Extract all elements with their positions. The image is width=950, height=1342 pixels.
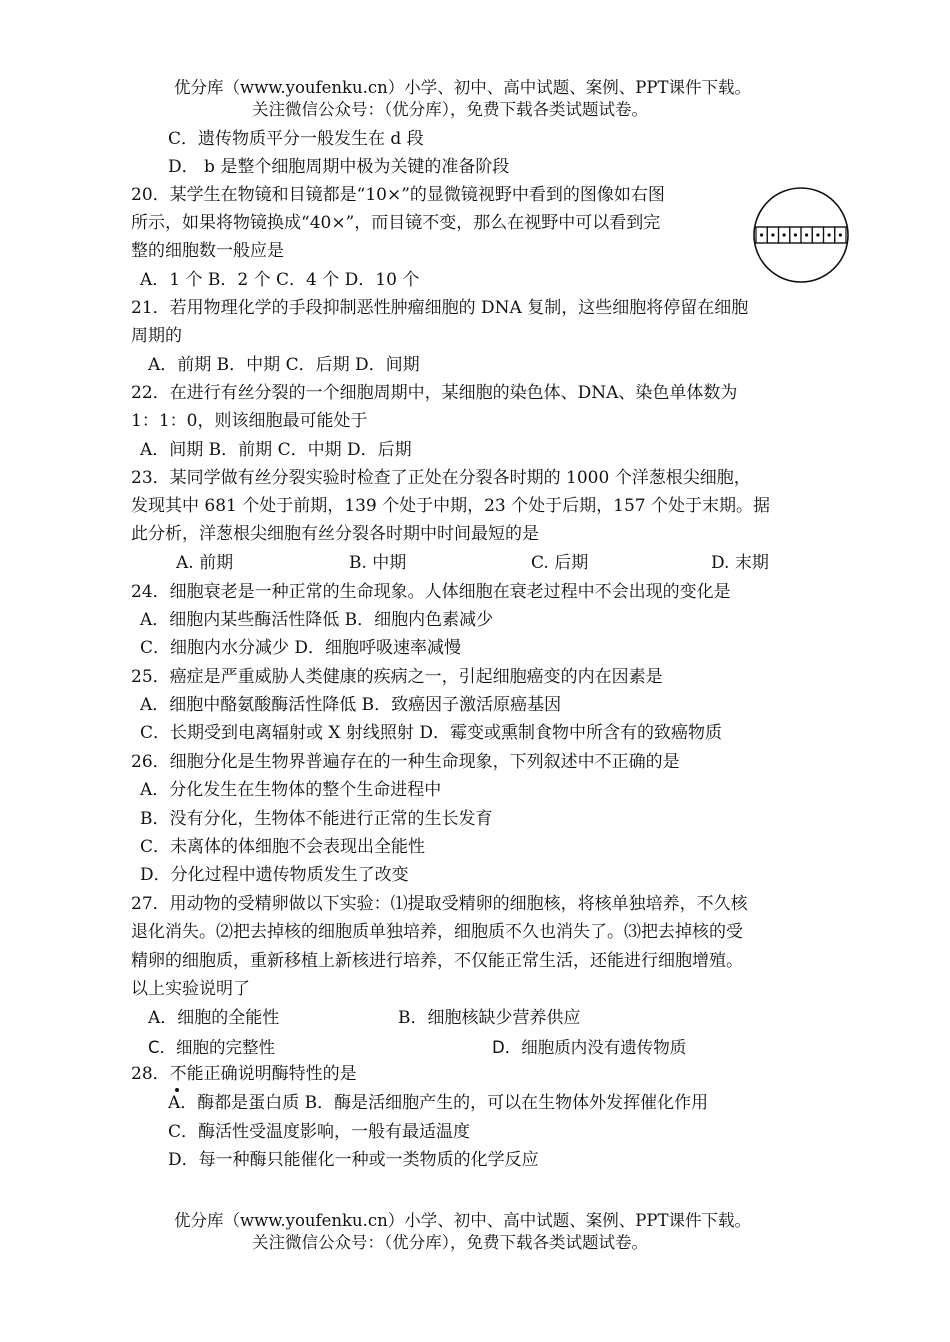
q26-option-a: A．分化发生在生物体的整个生命进程中 xyxy=(140,780,442,800)
q21-stem-line-1: 21．若用物理化学的手段抑制恶性肿瘤细胞的 DNA 复制，这些细胞将停留在细胞 xyxy=(131,298,749,318)
q24-options-cd: C．细胞内水分减少 D．细胞呼吸速率减慢 xyxy=(140,638,462,658)
header-line-1: 优分库（www.youfenku.cn）小学、初中、高中试题、案例、PPT课件下载。 xyxy=(174,78,751,97)
q27-stem-line-3: 精卵的细胞质，重新移植上新核进行培养，不仅能正常生活，还能进行细胞增殖。 xyxy=(131,951,743,971)
q22-options: A．间期 B．前期 C．中期 D．后期 xyxy=(140,440,412,460)
q23-option-a: A. 前期 xyxy=(176,553,234,573)
q21-stem-line-2: 周期的 xyxy=(131,326,182,346)
q23-stem-line-1: 23．某同学做有丝分裂实验时检查了正处在分裂各时期的 1000 个洋葱根尖细胞， xyxy=(131,468,751,488)
q26-stem: 26．细胞分化是生物界普遍存在的一种生命现象，下列叙述中不正确的是 xyxy=(131,752,680,772)
q25-options-ab: A．细胞中酪氨酸酶活性降低 B．致癌因子激活原癌基因 xyxy=(140,695,562,715)
q27-option-b: B．细胞核缺少营养供应 xyxy=(398,1008,581,1028)
cell-row xyxy=(756,227,846,243)
q28-option-c: C．酶活性受温度影响，一般有最适温度 xyxy=(168,1122,471,1142)
q28-option-d: D．每一种酶只能催化一种或一类物质的化学反应 xyxy=(168,1150,539,1170)
q27-option-a: A．细胞的全能性 xyxy=(148,1008,280,1028)
q20-stem-line-3: 整的细胞数一般应是 xyxy=(131,241,284,261)
q26-option-d: D．分化过程中遗传物质发生了改变 xyxy=(140,865,409,885)
q27-stem-line-4: 以上实验说明了 xyxy=(131,979,250,999)
q26-option-b: B．没有分化，生物体不能进行正常的生长发育 xyxy=(140,809,493,829)
q24-options-ab: A．细胞内某些酶活性降低 B．细胞内色素减少 xyxy=(140,610,494,630)
q23-option-d: D. 末期 xyxy=(711,553,769,573)
q20-stem-line-1: 20．某学生在物镜和目镜都是“10×”的显微镜视野中看到的图像如右图 xyxy=(131,185,665,205)
q23-option-b: B. 中期 xyxy=(349,553,407,573)
q23-stem-line-2: 发现其中 681 个处于前期，139 个处于中期，23 个处于后期，157 个处于末期。据 xyxy=(131,496,770,516)
q24-stem: 24．细胞衰老是一种正常的生命现象。人体细胞在衰老过程中不会出现的变化是 xyxy=(131,582,731,602)
q26-option-c: C．未离体的体细胞不会表现出全能性 xyxy=(140,837,426,857)
q28-stem: 28．不能正确说明酶特性的是 xyxy=(131,1064,357,1084)
footer-line-2: 关注微信公众号：（优分库），免费下载各类试题试卷。 xyxy=(252,1233,648,1252)
q23-stem-line-3: 此分析，洋葱根尖细胞有丝分裂各时期中时间最短的是 xyxy=(131,524,539,544)
q19-option-d: D． b 是整个细胞周期中极为关键的准备阶段 xyxy=(168,157,510,177)
q22-stem-line-1: 22．在进行有丝分裂的一个细胞周期中，某细胞的染色体、DNA、染色单体数为 xyxy=(131,383,738,403)
q27-option-d: D．细胞质内没有遗传物质 xyxy=(492,1038,687,1057)
q27-stem-line-2: 退化消失。⑵把去掉核的细胞质单独培养，细胞质不久也消失了。⑶把去掉核的受 xyxy=(131,922,743,942)
q20-stem-line-2: 所示，如果将物镜换成“40×”，而目镜不变，那么在视野中可以看到完 xyxy=(131,213,661,233)
microscope-field-figure xyxy=(750,186,852,284)
footer-line-1: 优分库（www.youfenku.cn）小学、初中、高中试题、案例、PPT课件下载。 xyxy=(174,1211,751,1230)
q27-stem-line-1: 27．用动物的受精卵做以下实验：⑴提取受精卵的细胞核，将核单独培养，不久核 xyxy=(131,894,748,914)
q22-stem-line-2: 1：1：0，则该细胞最可能处于 xyxy=(131,411,368,431)
q25-options-cd: C．长期受到电离辐射或 X 射线照射 D．霉变或熏制食物中所含有的致癌物质 xyxy=(140,723,722,743)
q25-stem: 25．癌症是严重威胁人类健康的疾病之一，引起细胞癌变的内在因素是 xyxy=(131,667,663,687)
q27-option-c: C．细胞的完整性 xyxy=(148,1038,276,1057)
q19-option-c: C．遗传物质平分一般发生在 d 段 xyxy=(168,129,424,149)
q28-options-ab: A．酶都是蛋白质 B．酶是活细胞产生的，可以在生物体外发挥催化作用 xyxy=(168,1093,709,1113)
header-line-2: 关注微信公众号：（优分库），免费下载各类试题试卷。 xyxy=(252,100,648,119)
q23-option-c: C. 后期 xyxy=(531,553,589,573)
q21-options: A．前期 B．中期 C．后期 D．间期 xyxy=(148,355,420,375)
q20-options: A．1 个 B．2 个 C．4 个 D．10 个 xyxy=(140,270,420,290)
